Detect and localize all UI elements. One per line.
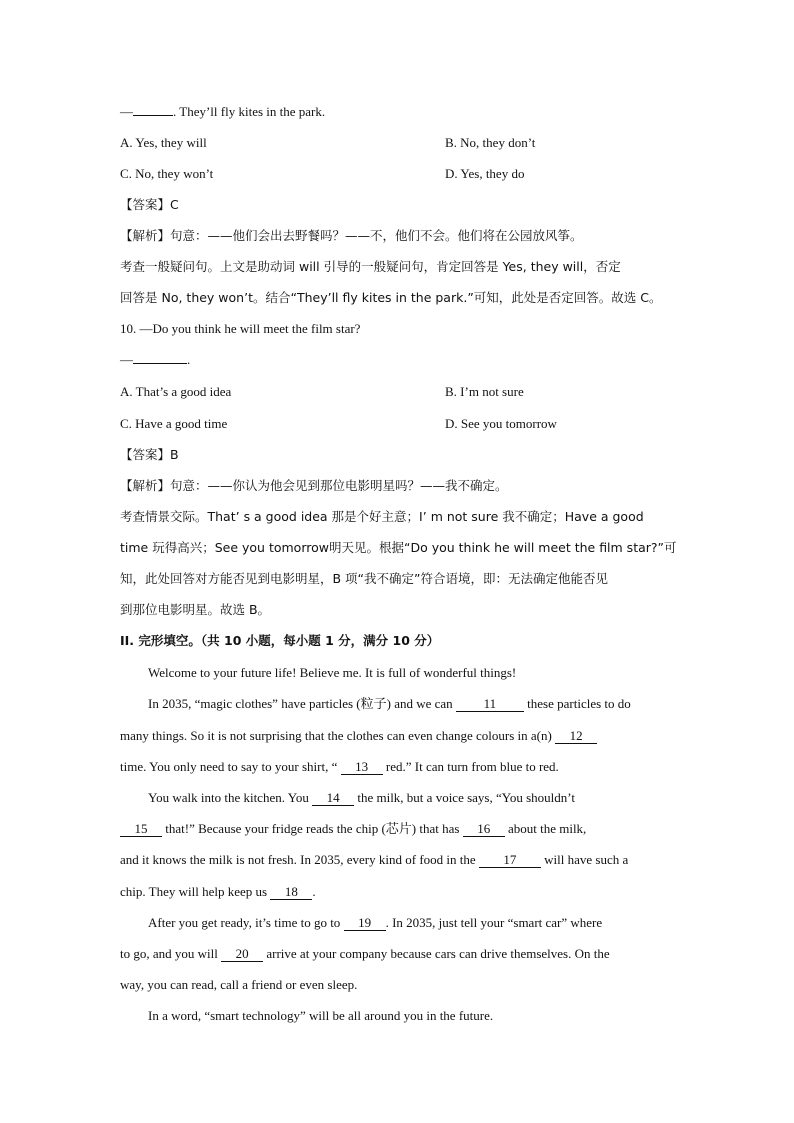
blank-16[interactable]: 16: [463, 821, 505, 837]
text-run: arrive at your company because cars can drive themselves. On the: [263, 946, 610, 961]
q9-answer: 【答案】C: [120, 197, 179, 212]
q10-reply-dash: —: [120, 352, 133, 367]
q10-option-a: A. That’s a good idea: [120, 384, 232, 399]
text-run: about the milk,: [504, 821, 587, 836]
text-run: chip. They will help keep us: [120, 884, 271, 899]
q10-analysis-line-4: 知，此处回答对方能否见到电影明星，B 项“我不确定”符合语境，即：无法确定他能否见: [120, 571, 609, 586]
cloze-p4-line-1: [148, 914, 602, 932]
cloze-p3-line-4: [120, 883, 316, 901]
blank-18[interactable]: 18: [270, 884, 312, 900]
blank-19[interactable]: 19: [344, 915, 386, 931]
q9-blank: [133, 115, 173, 116]
cloze-p4-line-2: [120, 945, 610, 963]
blank-17[interactable]: 17: [479, 852, 541, 868]
text-run: After you get ready, it’s time to go to: [148, 915, 344, 930]
blank-11[interactable]: 11: [456, 696, 524, 712]
q9-analysis-line-1: 【解析】句意：——他们会出去野餐吗？——不，他们不会。他们将在公园放风筝。: [120, 228, 583, 243]
q10-blank: [133, 363, 187, 364]
q10-analysis-line-1: 【解析】句意：——你认为他会见到那位电影明星吗？——我不确定。: [120, 478, 508, 493]
blank-15[interactable]: 15: [120, 821, 162, 837]
q10-analysis-line-3: time 玩得高兴；See you tomorrow明天见。根据“Do you think he will meet the film star?”可: [120, 540, 677, 555]
text-run: You walk into the kitchen. You: [148, 790, 313, 805]
cloze-p3-line-3: [120, 851, 628, 869]
text-run: will have such a: [540, 852, 629, 867]
blank-20[interactable]: 20: [221, 946, 263, 962]
cloze-p4-line-3: way, you can read, call a friend or even sleep.: [120, 977, 358, 992]
cloze-p3-line-1: [148, 789, 575, 807]
text-run: many things. So it is not surprising that the clothes can even change colours in a(n): [120, 728, 556, 743]
q10-reply-tail: .: [187, 352, 191, 367]
blank-12[interactable]: 12: [555, 728, 597, 744]
q9-analysis-line-3: 回答是 No, they won’t。结合“They’ll fly kites in the park.”可知，此处是否定回答。故选 C。: [120, 290, 662, 305]
blank-13[interactable]: 13: [341, 759, 383, 775]
q10-analysis-line-5: 到那位电影明星。故选 B。: [120, 602, 271, 617]
text-run: In 2035, “magic clothes” have particles (粒子) and we can: [148, 696, 456, 711]
cloze-p3-line-2: [120, 820, 586, 838]
text-run: that!” Because your fridge reads the chip (芯片) that has: [162, 821, 463, 836]
q10-option-b: B. I’m not sure: [445, 384, 524, 399]
q9-stem: [120, 103, 325, 121]
q9-analysis-line-2: 考查一般疑问句。上文是助动词 will 引导的一般疑问句，肯定回答是 Yes, they will，否定: [120, 259, 621, 274]
q9-option-d: D. Yes, they do: [445, 166, 525, 181]
q9-option-c: C. No, they won’t: [120, 166, 214, 181]
q10-reply: [120, 351, 190, 369]
blank-14[interactable]: 14: [312, 790, 354, 806]
q9-stem-tail: . They’ll fly kites in the park.: [173, 104, 326, 119]
text-run: . In 2035, just tell your “smart car” where: [385, 915, 603, 930]
text-run: to go, and you will: [120, 946, 222, 961]
text-run: the milk, but a voice says, “You shouldn’t: [354, 790, 575, 805]
q10-analysis-line-2: 考查情景交际。That’ s a good idea 那是个好主意；I’ m not sure 我不确定；Have a good: [120, 509, 644, 524]
text-run: time. You only need to say to your shirt, “: [120, 759, 341, 774]
q10-question: 10. —Do you think he will meet the film star?: [120, 321, 361, 336]
q10-option-c: C. Have a good time: [120, 416, 228, 431]
cloze-paragraph-1: Welcome to your future life! Believe me. It is full of wonderful things!: [148, 665, 517, 680]
text-run: these particles to do: [523, 696, 631, 711]
cloze-paragraph-5: In a word, “smart technology” will be all around you in the future.: [148, 1008, 494, 1023]
q9-stem-dash: —: [120, 104, 133, 119]
q9-option-a: A. Yes, they will: [120, 135, 207, 150]
text-run: and it knows the milk is not fresh. In 2035, every kind of food in the: [120, 852, 479, 867]
q9-option-b: B. No, they don’t: [445, 135, 536, 150]
text-run: .: [312, 884, 316, 899]
cloze-p2-line-2: [120, 727, 597, 745]
text-run: red.” It can turn from blue to red.: [382, 759, 559, 774]
section-2-title: II. 完形填空。（共 10 小题，每小题 1 分，满分 10 分）: [120, 633, 440, 648]
cloze-p2-line-3: [120, 758, 559, 776]
q10-option-d: D. See you tomorrow: [445, 416, 557, 431]
q10-answer: 【答案】B: [120, 447, 179, 462]
cloze-p2-line-1: [148, 695, 631, 713]
